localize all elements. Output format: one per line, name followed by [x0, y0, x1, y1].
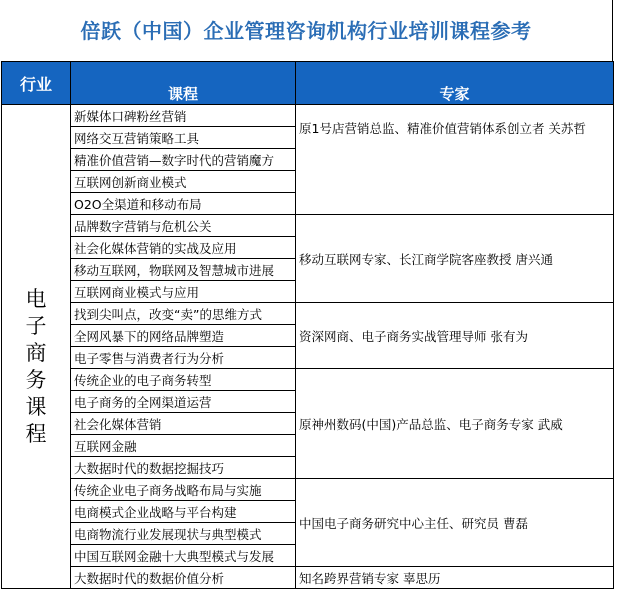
course-item: 新媒体口碑粉丝营销 — [71, 105, 296, 127]
course-item: 互联网创新商业模式 — [71, 171, 296, 193]
course-item: 电子商务的全网渠道运营 — [71, 391, 296, 413]
course-item: 全网风暴下的网络品牌塑造 — [71, 325, 296, 347]
expert-cell: 原1号店营销总监、精准价值营销体系创立者 关苏哲 — [296, 105, 614, 215]
course-item: 电商物流行业发展现状与典型模式 — [71, 523, 296, 545]
course-table — [1, 61, 614, 589]
header-industry: 行业 — [2, 62, 71, 105]
course-item: 社会化媒体营销 — [71, 413, 296, 435]
page-title: 倍跃（中国）企业管理咨询机构行业培训课程参考 — [80, 18, 532, 43]
expert-cell: 知名跨界营销专家 辜思历 — [296, 567, 614, 589]
course-item: O2O全渠道和移动布局 — [71, 193, 296, 215]
course-item: 找到尖叫点，改变“卖”的思维方式 — [71, 303, 296, 325]
course-item: 大数据时代的数据挖掘技巧 — [71, 457, 296, 479]
header-course: 课程 — [71, 82, 296, 105]
industry-label: 电子商务课程 — [25, 286, 47, 446]
expert-cell: 中国电子商务研究中心主任、研究员 曹磊 — [296, 479, 614, 567]
course-item: 传统企业电子商务战略布局与实施 — [71, 479, 296, 501]
expert-cell: 资深网商、电子商务实战管理导师 张有为 — [296, 303, 614, 369]
industry-cell — [2, 105, 71, 589]
course-item: 网络交互营销策略工具 — [71, 127, 296, 149]
course-item: 互联网金融 — [71, 435, 296, 457]
course-item: 电商模式企业战略与平台构建 — [71, 501, 296, 523]
expert-cell: 移动互联网专家、长江商学院客座教授 唐兴通 — [296, 215, 614, 303]
course-item: 精准价值营销—数字时代的营销魔方 — [71, 149, 296, 171]
header-blank-expert — [296, 62, 614, 83]
course-item: 中国互联网金融十大典型模式与发展 — [71, 545, 296, 567]
right-border-line — [612, 0, 613, 61]
course-item: 移动互联网，物联网及智慧城市进展 — [71, 259, 296, 281]
course-item: 电子零售与消费者行为分析 — [71, 347, 296, 369]
course-item: 社会化媒体营销的实战及应用 — [71, 237, 296, 259]
course-item: 品牌数字营销与危机公关 — [71, 215, 296, 237]
course-item: 大数据时代的数据价值分析 — [71, 567, 296, 589]
header-expert: 专家 — [296, 82, 614, 105]
course-item: 传统企业的电子商务转型 — [71, 369, 296, 391]
header-blank-course — [71, 62, 296, 83]
expert-cell: 原神州数码(中国)产品总监、电子商务专家 武威 — [296, 369, 614, 479]
course-item: 互联网商业模式与应用 — [71, 281, 296, 303]
